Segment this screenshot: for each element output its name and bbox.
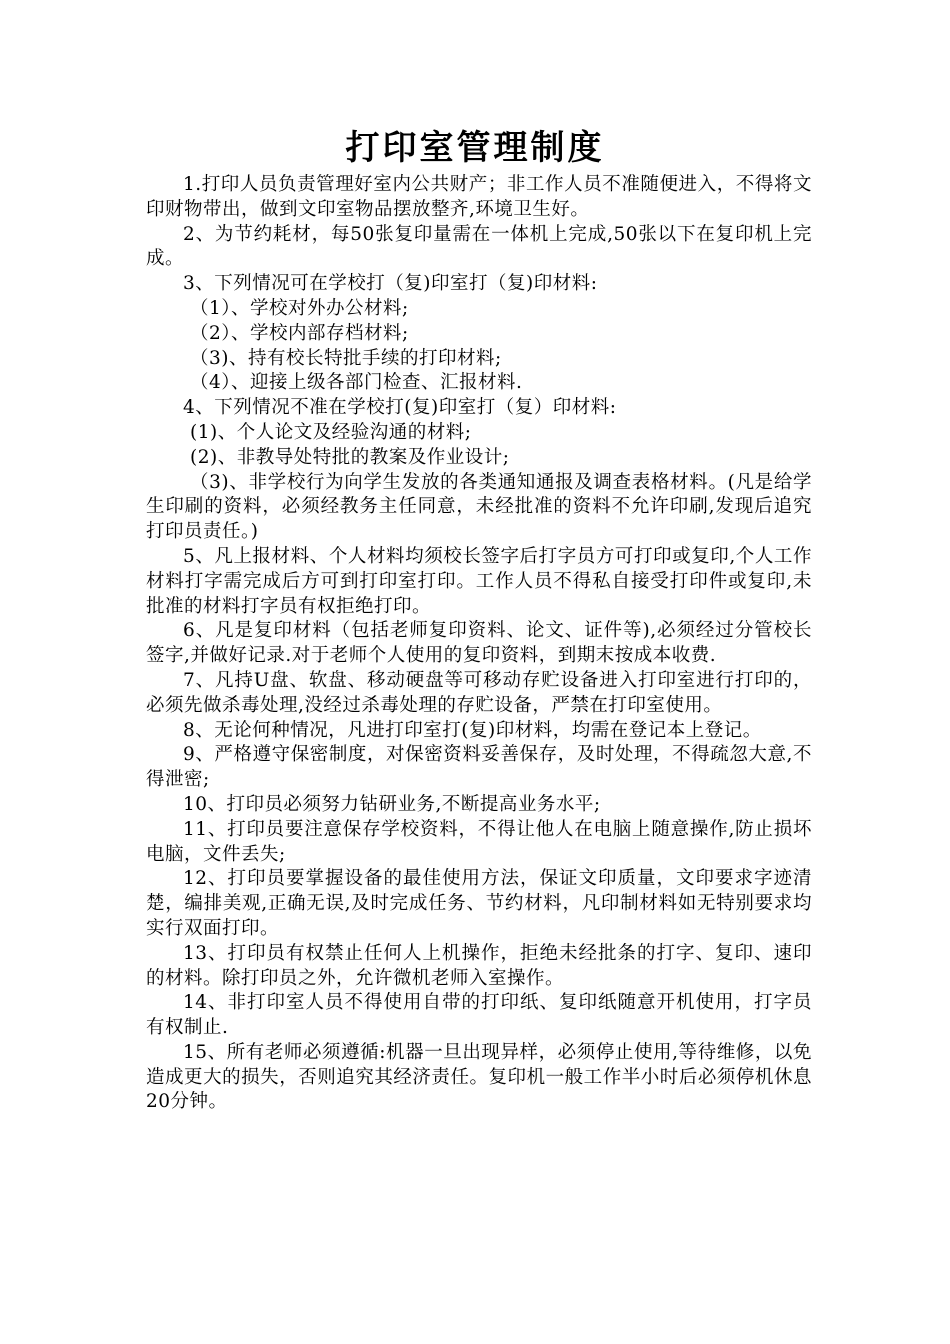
document-title: 打印室管理制度 [345, 128, 605, 168]
rule-3-item-4: （4）、迎接上级各部门检查、汇报材料. [190, 372, 523, 394]
rule-15: 15、所有老师必须遵循:机器一旦出现异样，必须停止使用,等待维修，以免造成更大的损失，否则追究其经济责任。复印机一般工作半小时后必须停机休息20分钟。 [146, 1041, 812, 1113]
rule-4-item-3: （3)、非学校行为向学生发放的各类通知通报及调查表格材料。(凡是给学生印刷的资料，必须经教务主任同意，未经批准的资料不允许印刷,发现后追究打印员责任。) [146, 471, 812, 543]
rule-7: 7、凡持U盘、软盘、移动硬盘等可移动存贮设备进入打印室进行打印的，必须先做杀毒处理,没经过杀毒处理的存贮设备，严禁在打印室使用。 [146, 669, 812, 716]
rule-3-item-1: （1）、学校对外办公材料; [190, 297, 409, 319]
rule-5: 5、凡上报材料、个人材料均须校长签字后打字员方可打印或复印,个人工作材料打字需完成后方可到打印室打印。工作人员不得私自接受打印件或复印,未批准的材料打字员有权拒绝打印。 [146, 545, 812, 617]
document-body [146, 173, 812, 1115]
rule-4-item-1: (1)、个人论文及经验沟通的材料; [190, 421, 472, 443]
rule-10: 10、打印员必须努力钻研业务,不断提高业务水平; [183, 793, 601, 815]
rule-4: 4、下列情况不准在学校打(复)印室打（复）印材料: [183, 397, 617, 419]
rule-2: 2、为节约耗材，每50张复印量需在一体机上完成,50张以下在复印机上完成。 [146, 223, 812, 270]
rule-6: 6、凡是复印材料（包括老师复印资料、论文、证件等),必须经过分管校长签字,并做好记录.对于老师个人使用的复印资料，到期末按成本收费. [146, 620, 812, 667]
rule-3-item-2: （2）、学校内部存档材料; [190, 322, 409, 344]
rule-1: 1.打印人员负责管理好室内公共财产；非工作人员不准随便进入，不得将文印财物带出，做到文印室物品摆放整齐,环境卫生好。 [146, 174, 812, 220]
rule-13: 13、打印员有权禁止任何人上机操作，拒绝未经批条的打字、复印、速印的材料。除打印员之外，允许微机老师入室操作。 [146, 942, 812, 989]
rule-11: 11、打印员要注意保存学校资料，不得让他人在电脑上随意操作,防止损坏电脑，文件丢失; [146, 818, 812, 865]
rule-3: 3、下列情况可在学校打（复)印室打（复)印材料: [183, 273, 598, 295]
rule-4-item-2: (2)、非教导处特批的教案及作业设计; [190, 446, 510, 468]
rule-12: 12、打印员要掌握设备的最佳使用方法，保证文印质量，文印要求字迹清楚，编排美观,正确无误,及时完成任务、节约材料，凡印制材料如无特别要求均实行双面打印。 [146, 868, 812, 939]
rule-9: 9、严格遵守保密制度，对保密资料妥善保存，及时处理，不得疏忽大意,不得泄密; [146, 744, 812, 791]
rule-14: 14、非打印室人员不得使用自带的打印纸、复印纸随意开机使用，打字员有权制止. [146, 992, 812, 1039]
rule-8: 8、无论何种情况，凡进打印室打(复)印材料，均需在登记本上登记。 [183, 719, 762, 741]
rule-3-item-3: （3)、持有校长特批手续的打印材料; [190, 347, 502, 369]
